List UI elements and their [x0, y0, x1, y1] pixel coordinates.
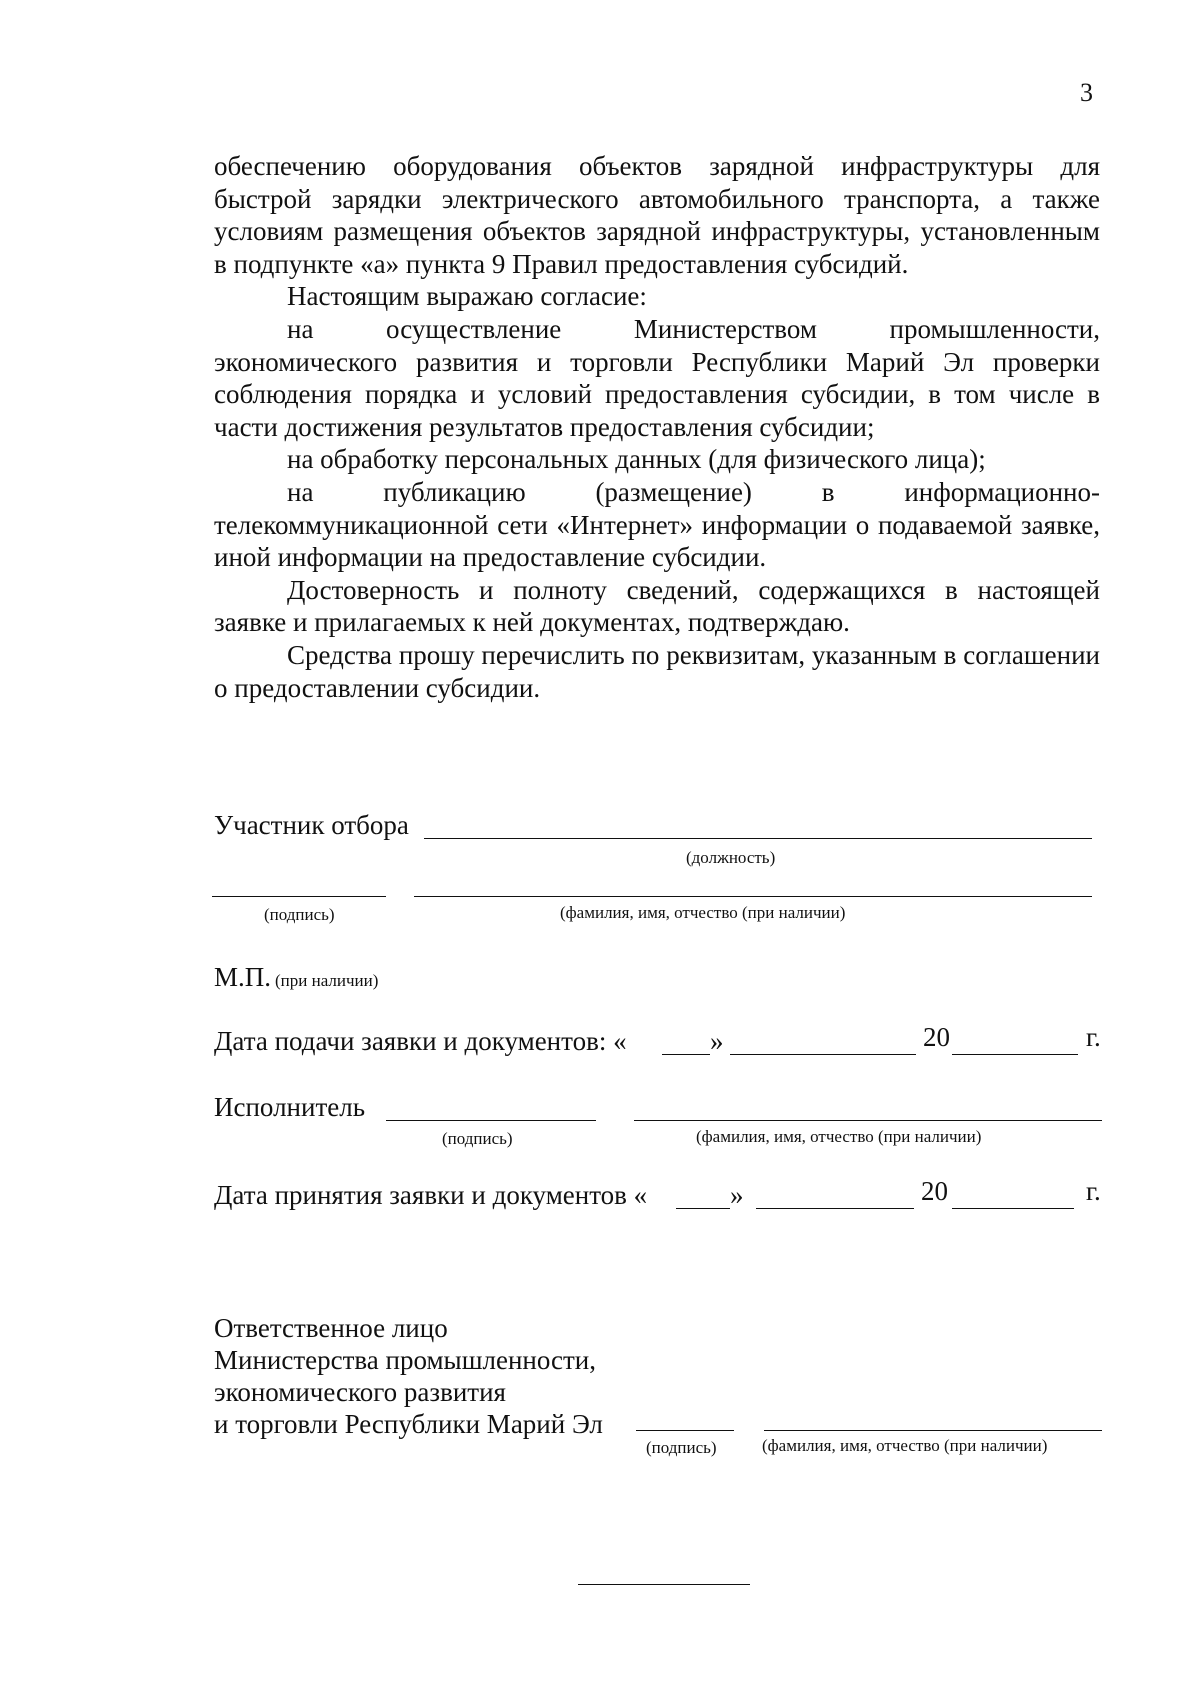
participant-fio-line[interactable]	[414, 896, 1092, 897]
responsible-line-3: экономического развития	[214, 1377, 506, 1407]
page-number: 3	[1080, 78, 1093, 107]
acceptance-year-line[interactable]	[952, 1208, 1074, 1209]
acceptance-year-prefix: 20	[921, 1176, 948, 1206]
acceptance-date-close: »	[730, 1180, 744, 1210]
paragraph-consent-personal-data: на обработку персональных данных (для физического лица);	[287, 444, 986, 475]
participant-label: Участник отбора	[214, 810, 409, 840]
participant-signature-line[interactable]	[212, 896, 386, 897]
executor-fio-line[interactable]	[634, 1120, 1102, 1121]
acceptance-day-line[interactable]	[676, 1208, 730, 1209]
paragraph-requirements: обеспечению оборудования объектов зарядной инфраструктуры для быстрой зарядки электрического автомобильного транспорта, а также условиям размещения объектов зарядной инфраструктуры, установленным в подпункте «а» пункта 9 Правил предоставления субсидий.	[214, 151, 1100, 279]
submission-year-prefix: 20	[923, 1022, 950, 1052]
submission-date-label: Дата подачи заявки и документов: «	[214, 1026, 627, 1056]
end-of-document-line	[578, 1584, 750, 1585]
stamp-label: М.П.	[214, 962, 272, 992]
responsible-line-1: Ответственное лицо	[214, 1313, 448, 1343]
submission-date-close: »	[710, 1026, 724, 1056]
paragraph-consent-intro: Настоящим выражаю согласие:	[287, 281, 647, 312]
acceptance-month-line[interactable]	[756, 1208, 914, 1209]
stamp-note: (при наличии)	[275, 971, 379, 990]
executor-label: Исполнитель	[214, 1092, 366, 1122]
paragraph-accuracy-confirmation: Достоверность и полноту сведений, содержащихся в настоящей заявке и прилагаемых к ней документах, подтверждаю.	[214, 574, 1100, 638]
acceptance-year-suffix: г.	[1086, 1176, 1101, 1206]
submission-day-line[interactable]	[662, 1054, 710, 1055]
position-caption: (должность)	[686, 848, 776, 867]
submission-year-line[interactable]	[952, 1054, 1078, 1055]
submission-year-suffix: г.	[1086, 1022, 1101, 1052]
consent-publication-first-line: на публикацию (размещение) в информационно-	[287, 476, 1100, 507]
responsible-signature-caption: (подпись)	[646, 1438, 717, 1457]
stamp-block	[214, 962, 378, 993]
executor-signature-line[interactable]	[386, 1120, 596, 1121]
paragraph-consent-verification: экономического развития и торговли Республики Марий Эл проверки соблюдения порядка и условий предоставления субсидии, в том числе в части достижения результатов предоставления субсидии;	[214, 346, 1100, 442]
acceptance-date-label: Дата принятия заявки и документов «	[214, 1180, 648, 1210]
paragraph-bank-details: Средства прошу перечислить по реквизитам, указанным в соглашении о предоставлении субсидии.	[214, 639, 1100, 703]
responsible-person-block	[214, 1312, 603, 1440]
responsible-line-4: и торговли Республики Марий Эл	[214, 1409, 603, 1439]
paragraph-consent-publication: телекоммуникационной сети «Интернет» информации о подаваемой заявке, иной информации на предоставление субсидии.	[214, 509, 1100, 573]
responsible-signature-line[interactable]	[636, 1430, 734, 1431]
responsible-fio-caption: (фамилия, имя, отчество (при наличии)	[762, 1436, 1048, 1455]
executor-fio-caption: (фамилия, имя, отчество (при наличии)	[696, 1127, 982, 1146]
participant-fio-caption: (фамилия, имя, отчество (при наличии)	[560, 903, 846, 922]
responsible-fio-line[interactable]	[764, 1430, 1102, 1431]
position-field-line[interactable]	[424, 838, 1092, 839]
responsible-line-2: Министерства промышленности,	[214, 1345, 596, 1375]
executor-signature-caption: (подпись)	[442, 1129, 513, 1148]
participant-signature-caption: (подпись)	[264, 905, 335, 924]
consent-verification-first-line: на осуществление Министерством промышленности,	[287, 313, 1100, 344]
submission-month-line[interactable]	[730, 1054, 916, 1055]
